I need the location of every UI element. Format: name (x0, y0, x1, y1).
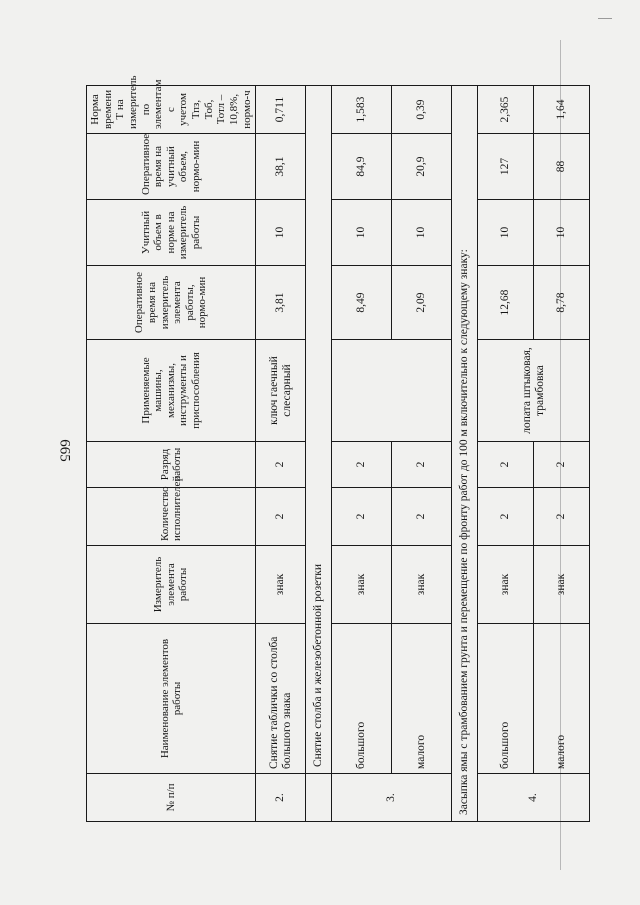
header-row (87, 86, 256, 822)
row-volume: 10 (534, 200, 590, 266)
row-op-time: 8,49 (332, 266, 392, 340)
row-unit: знак (392, 546, 452, 624)
row-grade: 2 (332, 442, 392, 488)
row-norm: 1,64 (534, 86, 590, 134)
table-row (332, 86, 392, 822)
row-tools-empty (332, 340, 452, 442)
header-unit: Измеритель элемента работы (87, 546, 256, 624)
row-workers: 2 (332, 488, 392, 546)
row-num: 2. (256, 774, 306, 822)
row-op-time-volume: 127 (478, 134, 534, 200)
header-name: Наименование элементов работы (87, 624, 256, 774)
row-unit: знак (478, 546, 534, 624)
row-norm: 0,711 (256, 86, 306, 134)
row-op-time-volume: 38,1 (256, 134, 306, 200)
row-op-time-volume: 20,9 (392, 134, 452, 200)
row-unit: знак (332, 546, 392, 624)
row-op-time: 3,81 (256, 266, 306, 340)
row-num: 3. (332, 774, 452, 822)
row-name: большого (478, 624, 534, 774)
table-orientation (86, 75, 570, 822)
header-op-time-volume: Оперативное время на учитный объем, нормо-мин (87, 134, 256, 200)
row-workers: 2 (534, 488, 590, 546)
row-norm: 2,365 (478, 86, 534, 134)
row-volume: 10 (392, 200, 452, 266)
section-row (452, 86, 478, 822)
header-tools: Применяемые машины, механизмы, инструменты и приспособления (87, 340, 256, 442)
section-title: Засыпка ямы с трамбованием грунта и перемещение по фронту работ до 100 м включительно к следующему знаку: (452, 86, 478, 822)
table-row (534, 86, 590, 822)
section-row (306, 86, 332, 822)
row-op-time: 12,68 (478, 266, 534, 340)
row-grade: 2 (256, 442, 306, 488)
row-op-time-volume: 84,9 (332, 134, 392, 200)
row-grade: 2 (478, 442, 534, 488)
row-volume: 10 (478, 200, 534, 266)
row-op-time-volume: 88 (534, 134, 590, 200)
row-name: малого (534, 624, 590, 774)
section-empty-num (306, 774, 332, 822)
row-volume: 10 (256, 200, 306, 266)
header-volume: Учитный объем в норме на измеритель работы (87, 200, 256, 266)
section-title: Снятие столба и железобетонной розетки (306, 86, 332, 774)
table-row (256, 86, 306, 822)
header-workers: Количество исполнителей (87, 488, 256, 546)
row-workers: 2 (478, 488, 534, 546)
rotated-table-frame (86, 75, 570, 822)
table-row (392, 86, 452, 822)
row-workers: 2 (392, 488, 452, 546)
time-norm-table (86, 75, 590, 822)
row-op-time: 8,78 (534, 266, 590, 340)
row-tools: ключ гаечный слесарный (256, 340, 306, 442)
scan-edge-tick (598, 18, 612, 19)
header-grade: Разряд работы (87, 442, 256, 488)
row-norm: 1,583 (332, 86, 392, 134)
row-name: большого (332, 624, 392, 774)
header-op-time: Оперативное время на измеритель элемента работы, нормо-мин (87, 266, 256, 340)
row-tools: лопата штыковая, трамбовка (478, 340, 590, 442)
row-op-time: 2,09 (392, 266, 452, 340)
header-num: № п/п (87, 774, 256, 822)
row-name: Снятие таблички со столба большого знака (256, 624, 306, 774)
row-norm: 0,39 (392, 86, 452, 134)
row-num: 4. (478, 774, 590, 822)
row-grade: 2 (534, 442, 590, 488)
row-volume: 10 (332, 200, 392, 266)
row-name: малого (392, 624, 452, 774)
row-workers: 2 (256, 488, 306, 546)
row-unit: знак (256, 546, 306, 624)
page-number: 665 (56, 439, 73, 462)
table-row (478, 86, 534, 822)
row-unit: знак (534, 546, 590, 624)
header-norm: Норма времени Т на измеритель по элементам с учетом Тпз, Тоб, Тотл – 10,8%, нормо-ч (87, 86, 256, 134)
row-grade: 2 (392, 442, 452, 488)
